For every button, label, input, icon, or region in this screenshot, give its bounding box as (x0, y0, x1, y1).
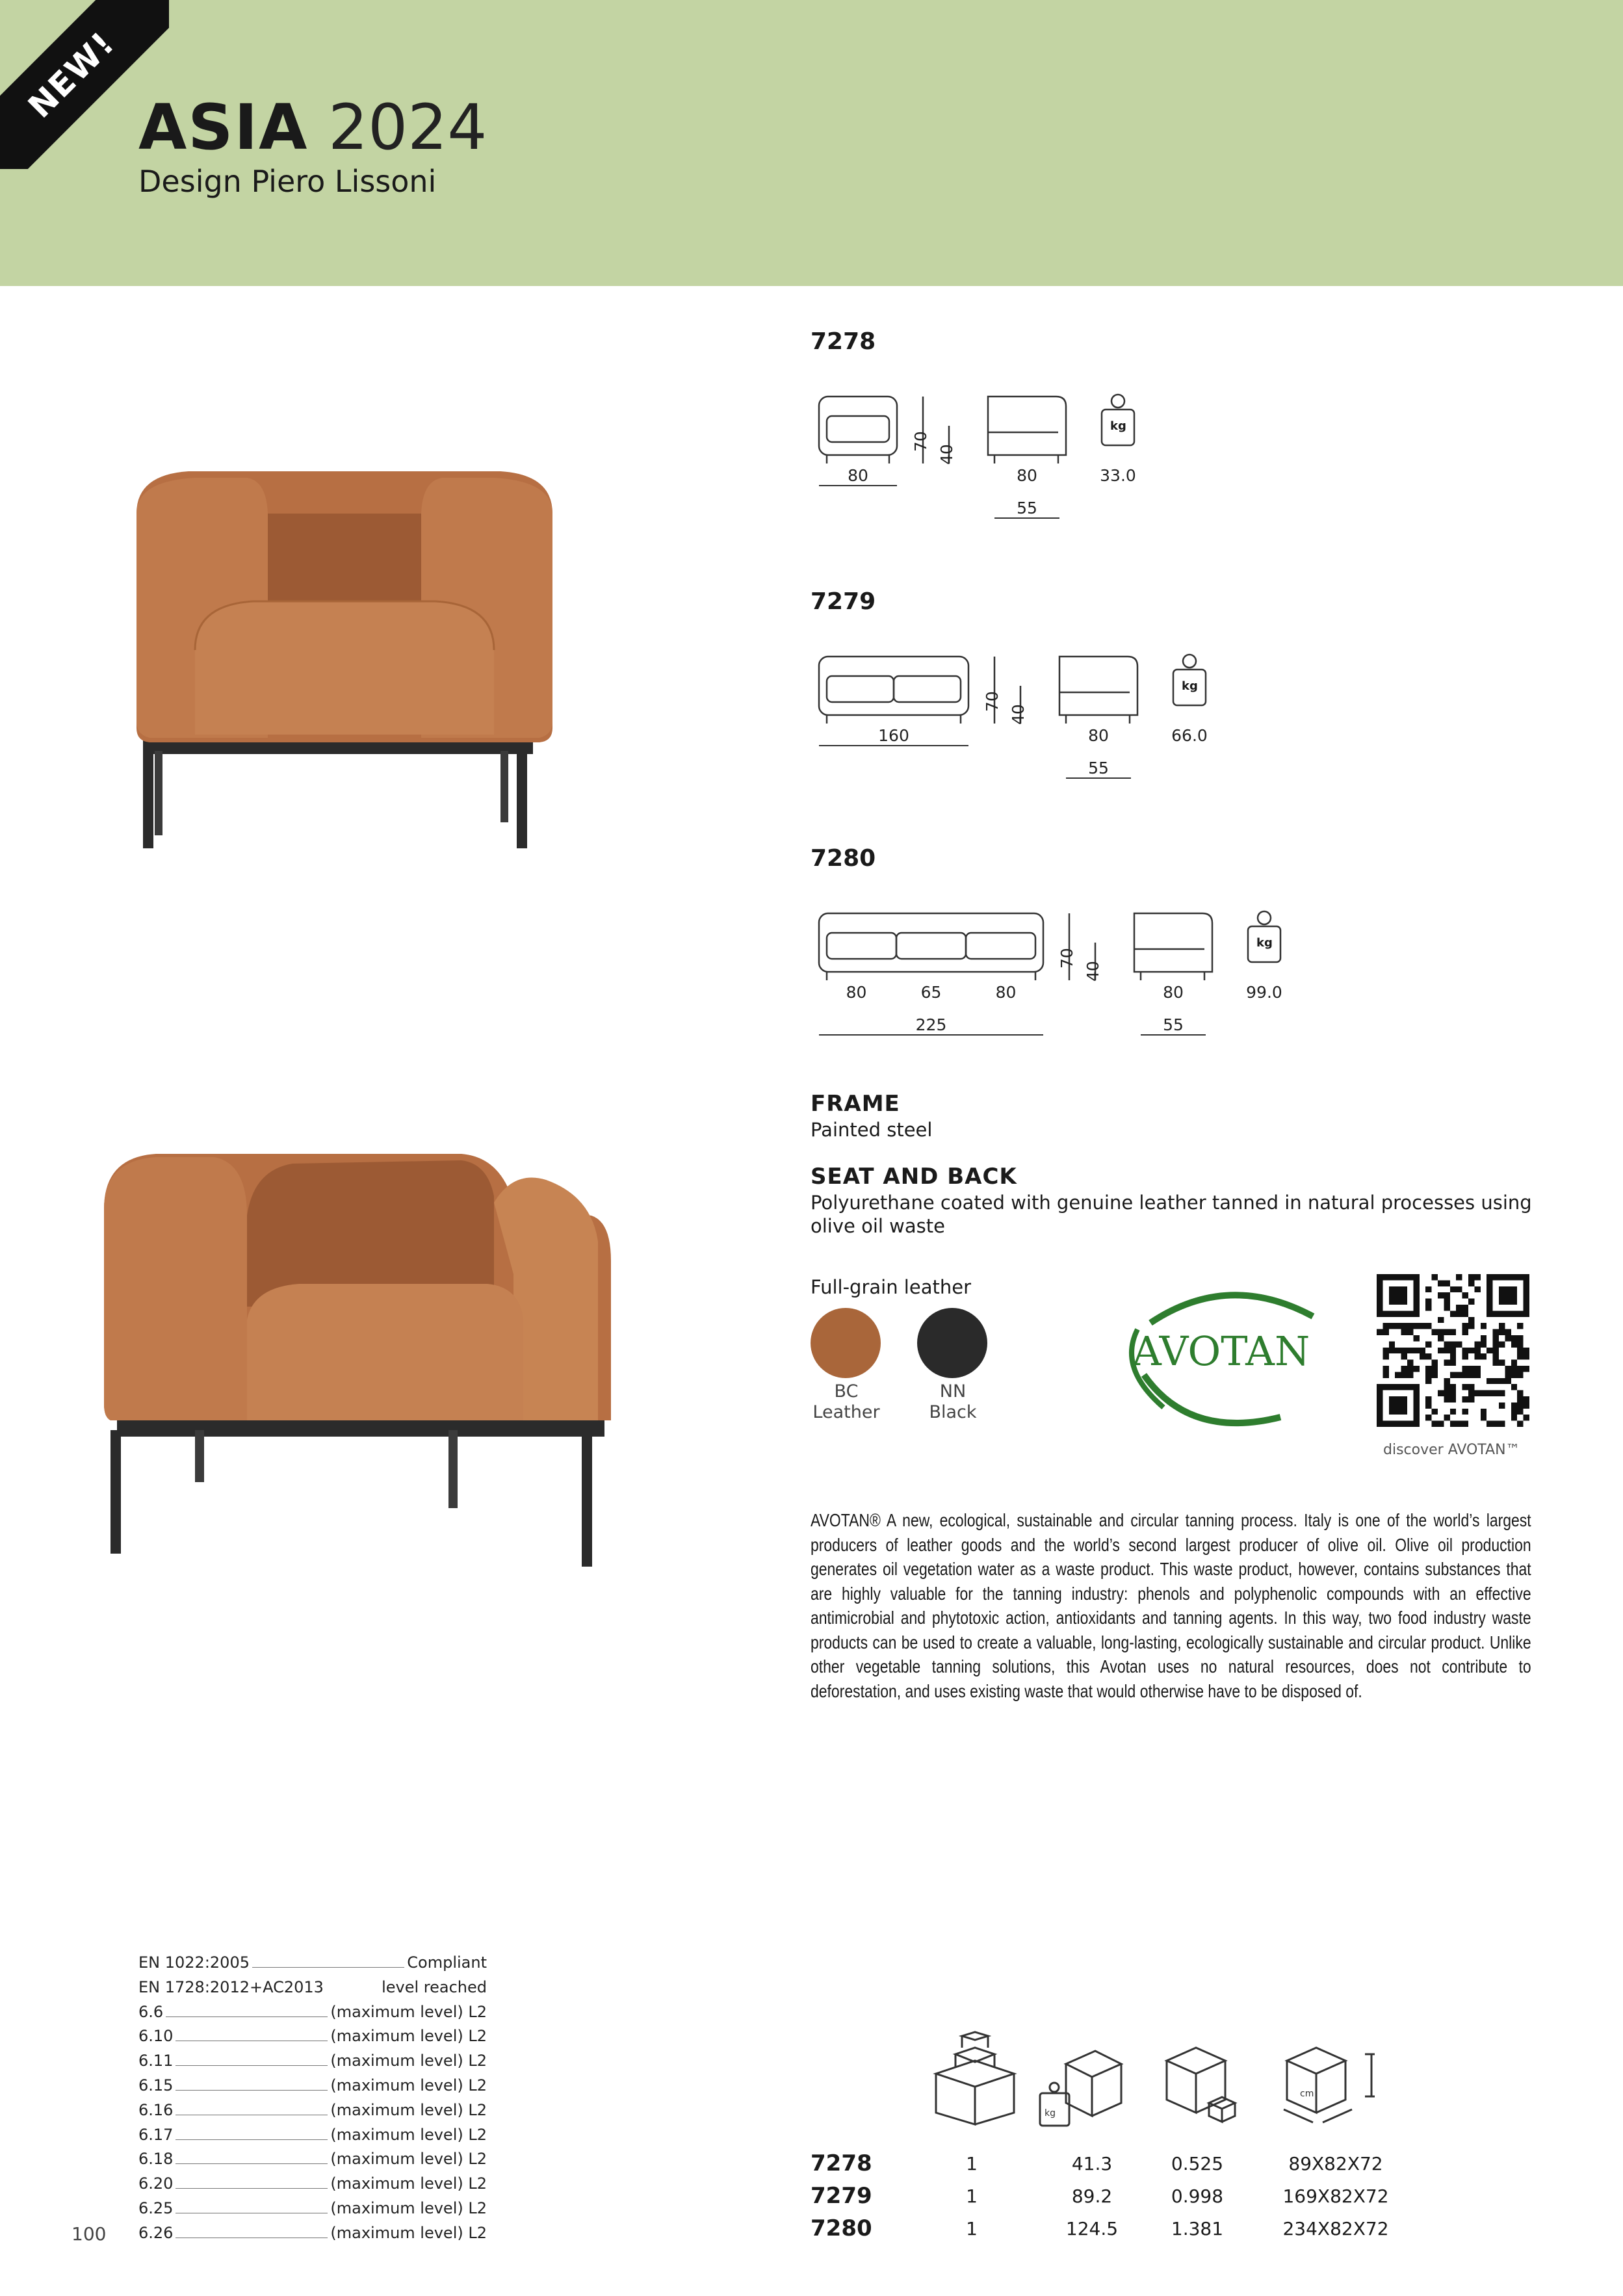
depth-seat: 55 (994, 499, 1059, 519)
product-year: 2024 (328, 91, 487, 164)
leader-dots (166, 2003, 328, 2017)
swatch-bc-name: Leather (812, 1402, 880, 1422)
overall-width: 225 (819, 1015, 1043, 1036)
packaging-dims: 234X82X72 (1282, 2218, 1389, 2239)
compliance-key: 6.6 (138, 2002, 164, 2021)
compliance-row (138, 1978, 487, 1996)
dim-unit-cm: cm (1300, 2089, 1314, 2099)
compliance-row (138, 2101, 487, 2119)
compliance-value: (maximum level) L2 (330, 2002, 487, 2021)
compliance-key: 6.16 (138, 2100, 174, 2119)
model-7278-drawing (806, 387, 1326, 478)
designer: Design Piero Lissoni (138, 164, 437, 199)
height: 70 (983, 691, 1002, 712)
swatch-bc (811, 1308, 881, 1378)
height: 70 (911, 431, 930, 452)
segment-width: 80 (846, 983, 867, 1002)
kg-label: kg (1256, 936, 1273, 950)
compliance-key: 6.20 (138, 2174, 174, 2193)
compliance-value: (maximum level) L2 (330, 2125, 487, 2144)
swatch-nn (917, 1308, 987, 1378)
product-name: ASIA (138, 91, 309, 164)
qr-code[interactable] (1377, 1274, 1529, 1427)
leader-dots (175, 2052, 328, 2066)
packaging-weight: 124.5 (1065, 2218, 1119, 2239)
compliance-key: 6.26 (138, 2223, 174, 2242)
boxes-icon (923, 2028, 1027, 2126)
model-code: 7279 (811, 588, 876, 615)
compliance-key: 6.10 (138, 2027, 174, 2046)
volume-icon (1160, 2041, 1238, 2126)
swatch-bc-code: BC (834, 1381, 859, 1402)
compliance-row (138, 2150, 487, 2168)
overall-width: 160 (819, 726, 968, 746)
compliance-row (138, 2076, 487, 2094)
swatch-nn-caption (907, 1381, 998, 1423)
page-number: 100 (71, 2223, 107, 2245)
depth-back: 80 (1017, 466, 1037, 485)
seat-height: 40 (1009, 704, 1028, 725)
packaging-packages: 1 (966, 2185, 978, 2207)
compliance-key: 6.25 (138, 2199, 174, 2217)
depth-seat: 55 (1141, 1015, 1206, 1036)
compliance-row (138, 2126, 487, 2144)
frame-heading: FRAME (811, 1091, 900, 1117)
leader-dots (175, 2150, 328, 2164)
depth-seat: 55 (1066, 759, 1131, 779)
depth-back: 80 (1088, 726, 1109, 745)
leader-dots (252, 1953, 404, 1968)
gross-weight-icon (1037, 2038, 1124, 2129)
qr-caption: discover AVOTAN™ (1383, 1442, 1520, 1458)
packaging-code: 7279 (811, 2183, 872, 2209)
weight: 33.0 (1100, 466, 1136, 485)
leader-dots (175, 2101, 328, 2115)
compliance-key: EN 1022:2005 (138, 1953, 250, 1972)
compliance-value: (maximum level) L2 (330, 2027, 487, 2046)
compliance-row (138, 2174, 487, 2193)
compliance-value: (maximum level) L2 (330, 2150, 487, 2169)
compliance-row (138, 2003, 487, 2021)
packaging-volume: 0.525 (1171, 2153, 1224, 2174)
compliance-key: EN 1728:2012+AC2013 (138, 1977, 324, 1996)
height: 70 (1058, 948, 1076, 969)
packaging-packages: 1 (966, 2153, 978, 2174)
box-dimensions-icon (1277, 2041, 1384, 2129)
packaging-weight: 89.2 (1071, 2185, 1113, 2207)
segment-width: 80 (995, 983, 1017, 1002)
packaging-dims: 89X82X72 (1288, 2153, 1383, 2174)
packaging-code: 7278 (811, 2150, 872, 2176)
leader-dots (175, 2076, 328, 2091)
compliance-value: (maximum level) L2 (330, 2199, 487, 2217)
swatch-nn-name: Black (929, 1402, 977, 1422)
compliance-row (138, 2027, 487, 2045)
compliance-row (138, 2224, 487, 2242)
compliance-key: 6.15 (138, 2076, 174, 2094)
seat-back-heading: SEAT AND BACK (811, 1164, 1017, 1190)
compliance-value: Compliant (407, 1953, 487, 1972)
kg-label: kg (1182, 679, 1198, 693)
model-code: 7280 (811, 845, 876, 872)
packaging-weight: 41.3 (1071, 2153, 1113, 2174)
compliance-value: level reached (382, 1977, 487, 1996)
seat-height: 40 (937, 444, 956, 465)
armchair-front-image (97, 442, 591, 865)
seat-back-text: Polyurethane coated with genuine leather tanned in natural processes using olive oil waste (811, 1192, 1532, 1237)
weight-unit-kg: kg (1045, 2108, 1056, 2119)
armchair-angle-image (97, 1144, 643, 1573)
leader-dots (175, 2027, 328, 2041)
new-badge: NEW! (0, 0, 169, 169)
compliance-value: (maximum level) L2 (330, 2174, 487, 2193)
leader-dots (175, 2224, 328, 2238)
packaging-packages: 1 (966, 2218, 978, 2239)
leather-label: Full-grain leather (811, 1276, 971, 1298)
compliance-value: (maximum level) L2 (330, 2052, 487, 2070)
depth-back: 80 (1163, 983, 1184, 1002)
leader-dots (175, 2174, 328, 2189)
compliance-key: 6.18 (138, 2150, 174, 2169)
avotan-logo-text: AVOTAN (1132, 1327, 1310, 1375)
weight: 66.0 (1171, 726, 1208, 745)
swatch-bc-caption (801, 1381, 892, 1423)
avotan-paragraph: AVOTAN® A new, ecological, sustainable and circular tanning process. Italy is one of the world’s largest producers of leather goods and the world’s second largest producer of olive oil. Olive oil production generates oil vegetation water as a waste product. This waste product, however, contains substances that are highly valuable for the tanning industry: phenols and polyphenolic compounds with an effective antimicrobial and phytotoxic action, antioxidants and tanning agents. In this way, two food industry waste products can be used to create a valuable, long-lasting, ecologically sustainable and circular product. Unlike other vegetable tanning solutions, this Avotan uses no natural resources, does not contribute to deforestation, and uses existing waste that would otherwise have to be disposed of. (811, 1510, 1531, 1701)
seat-height: 40 (1084, 961, 1102, 982)
leader-dots (175, 2199, 328, 2213)
overall-width: 80 (819, 466, 897, 486)
compliance-value: (maximum level) L2 (330, 2100, 487, 2119)
packaging-code: 7280 (811, 2215, 872, 2241)
packaging-volume: 1.381 (1171, 2218, 1224, 2239)
model-7279-drawing (806, 647, 1326, 738)
frame-text: Painted steel (811, 1119, 933, 1141)
kg-label: kg (1110, 419, 1126, 433)
compliance-value: (maximum level) L2 (330, 2076, 487, 2094)
compliance-row (138, 2052, 487, 2070)
packaging-dims: 169X82X72 (1282, 2185, 1389, 2207)
model-code: 7278 (811, 328, 876, 355)
compliance-row (138, 1953, 487, 1972)
packaging-volume: 0.998 (1171, 2185, 1224, 2207)
segment-width: 65 (920, 983, 942, 1002)
compliance-row (138, 2199, 487, 2217)
swatch-nn-code: NN (939, 1381, 967, 1402)
compliance-key: 6.11 (138, 2052, 174, 2070)
weight: 99.0 (1246, 983, 1282, 1002)
leader-dots (175, 2126, 328, 2140)
compliance-key: 6.17 (138, 2125, 174, 2144)
compliance-value: (maximum level) L2 (330, 2223, 487, 2242)
avotan-logo (1124, 1277, 1332, 1433)
